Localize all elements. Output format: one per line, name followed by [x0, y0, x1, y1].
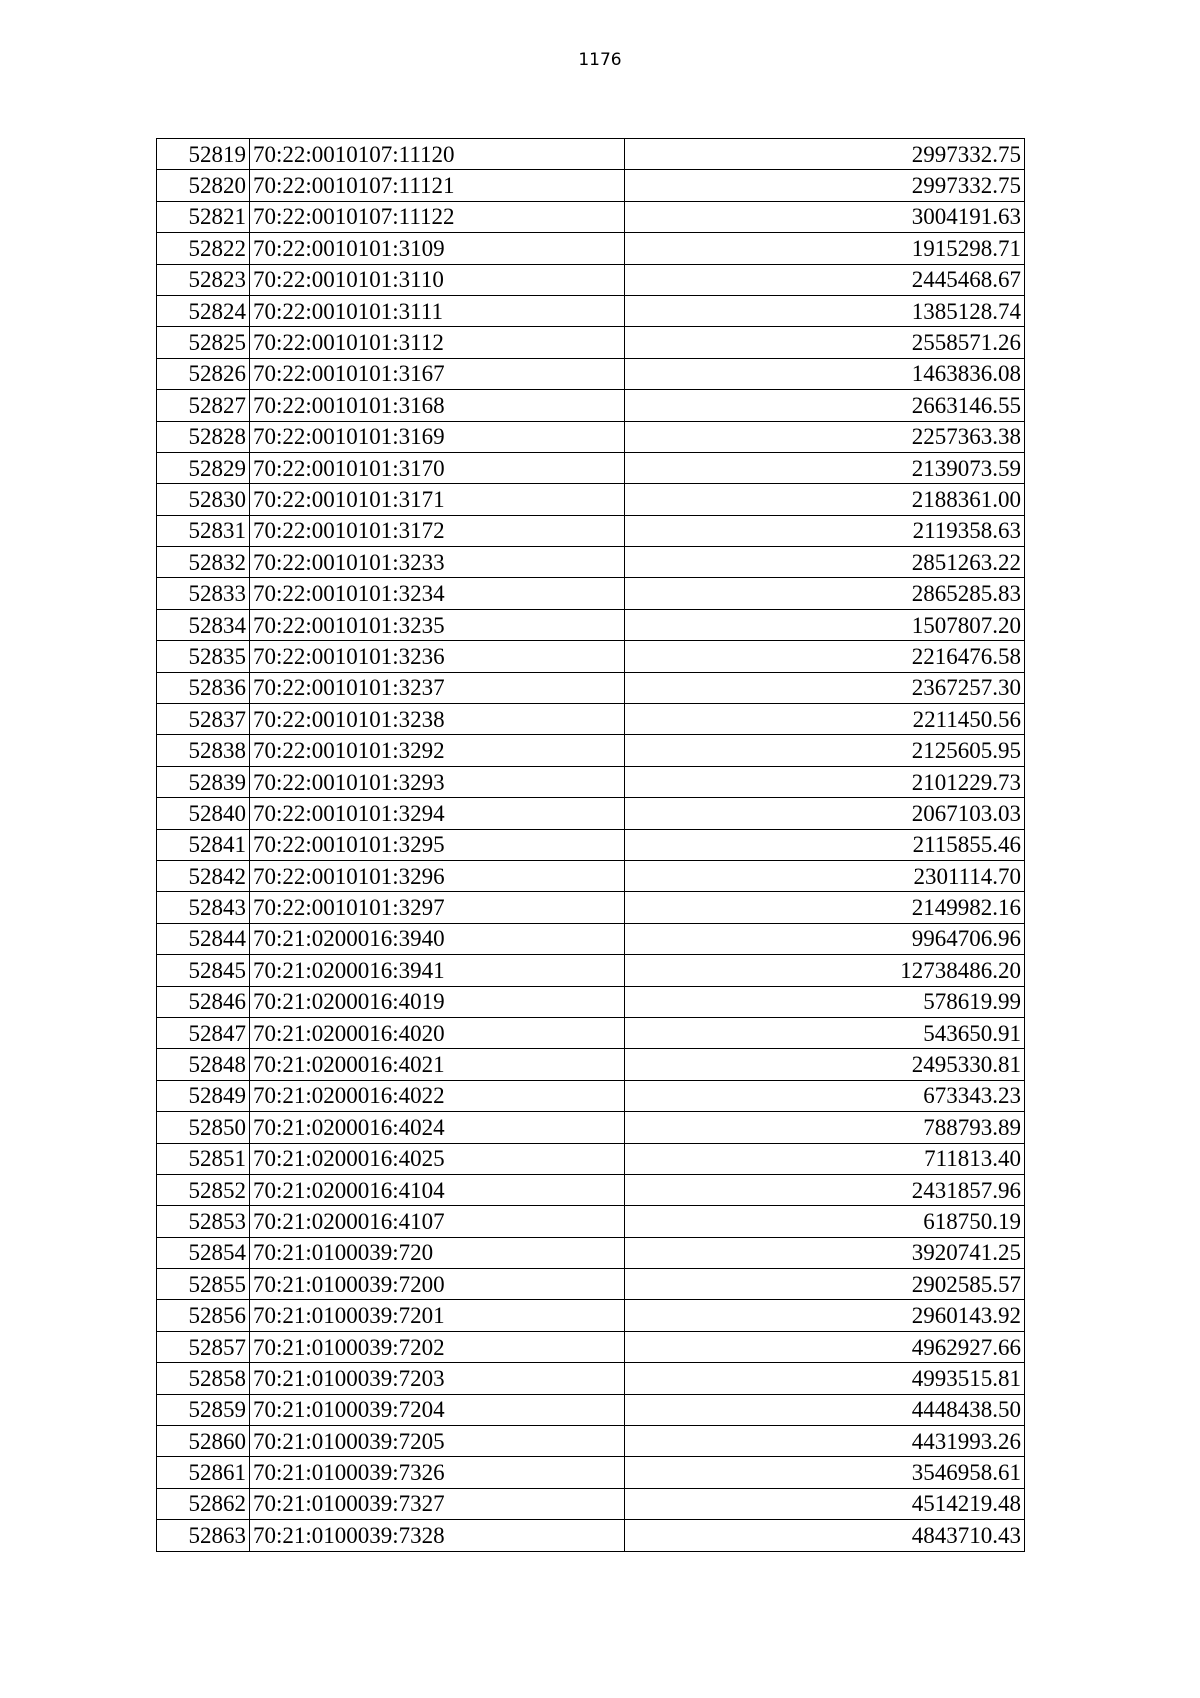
cadastral-number-cell: 70:21:0200016:4104: [250, 1174, 625, 1205]
table-row: [157, 609, 1025, 640]
cadastral-value-cell: 3004191.63: [625, 201, 1025, 232]
cadastral-number-cell: 70:21:0200016:4021: [250, 1049, 625, 1080]
cadastral-value-cell: 2997332.75: [625, 139, 1025, 170]
row-number-cell: 52863: [157, 1520, 250, 1551]
row-number-cell: 52842: [157, 860, 250, 891]
cadastral-number-cell: 70:22:0010101:3293: [250, 766, 625, 797]
row-number-cell: 52831: [157, 515, 250, 546]
table-row: [157, 233, 1025, 264]
row-number-cell: 52819: [157, 139, 250, 170]
cadastral-number-cell: 70:22:0010101:3235: [250, 609, 625, 640]
row-number-cell: 52860: [157, 1426, 250, 1457]
cadastral-value-cell: 2119358.63: [625, 515, 1025, 546]
table-row: [157, 358, 1025, 389]
cadastral-value-cell: 3920741.25: [625, 1237, 1025, 1268]
cadastral-value-cell: 2902585.57: [625, 1269, 1025, 1300]
cadastral-number-cell: 70:21:0100039:7205: [250, 1426, 625, 1457]
cadastral-number-cell: 70:22:0010101:3171: [250, 484, 625, 515]
cadastral-value-cell: 2301114.70: [625, 860, 1025, 891]
table-row: [157, 264, 1025, 295]
page-number: 1176: [578, 50, 622, 70]
table-row: [157, 798, 1025, 829]
cadastral-value-cell: 673343.23: [625, 1080, 1025, 1111]
table-row: [157, 1300, 1025, 1331]
cadastral-value-cell: 2101229.73: [625, 766, 1025, 797]
cadastral-number-cell: 70:21:0100039:720: [250, 1237, 625, 1268]
cadastral-value-cell: 4962927.66: [625, 1331, 1025, 1362]
row-number-cell: 52850: [157, 1112, 250, 1143]
cadastral-value-cell: 2125605.95: [625, 735, 1025, 766]
table-row: [157, 1017, 1025, 1048]
cadastral-value-cell: 2997332.75: [625, 170, 1025, 201]
row-number-cell: 52833: [157, 578, 250, 609]
cadastral-number-cell: 70:22:0010101:3109: [250, 233, 625, 264]
row-number-cell: 52843: [157, 892, 250, 923]
cadastral-value-cell: 2495330.81: [625, 1049, 1025, 1080]
cadastral-number-cell: 70:22:0010101:3292: [250, 735, 625, 766]
cadastral-number-cell: 70:21:0200016:4107: [250, 1206, 625, 1237]
table-row: [157, 1331, 1025, 1362]
cadastral-value-cell: 2257363.38: [625, 421, 1025, 452]
cadastral-number-cell: 70:21:0100039:7203: [250, 1363, 625, 1394]
cadastral-value-cell: 4431993.26: [625, 1426, 1025, 1457]
cadastral-value-cell: 543650.91: [625, 1017, 1025, 1048]
cadastral-value-cell: 4993515.81: [625, 1363, 1025, 1394]
cadastral-value-cell: 2445468.67: [625, 264, 1025, 295]
cadastral-number-cell: 70:21:0100039:7204: [250, 1394, 625, 1425]
cadastral-number-cell: 70:21:0100039:7326: [250, 1457, 625, 1488]
table-row: [157, 829, 1025, 860]
table-row: [157, 452, 1025, 483]
row-number-cell: 52830: [157, 484, 250, 515]
cadastral-value-cell: 1385128.74: [625, 295, 1025, 326]
row-number-cell: 52848: [157, 1049, 250, 1080]
cadastral-value-cell: 4448438.50: [625, 1394, 1025, 1425]
cadastral-value-cell: 1507807.20: [625, 609, 1025, 640]
row-number-cell: 52845: [157, 955, 250, 986]
row-number-cell: 52834: [157, 609, 250, 640]
row-number-cell: 52839: [157, 766, 250, 797]
cadastral-number-cell: 70:22:0010101:3111: [250, 295, 625, 326]
cadastral-value-cell: 2216476.58: [625, 641, 1025, 672]
row-number-cell: 52826: [157, 358, 250, 389]
table-row: [157, 860, 1025, 891]
row-number-cell: 52838: [157, 735, 250, 766]
cadastral-value-cell: 2067103.03: [625, 798, 1025, 829]
row-number-cell: 52841: [157, 829, 250, 860]
row-number-cell: 52823: [157, 264, 250, 295]
cadastral-value-cell: 4843710.43: [625, 1520, 1025, 1551]
row-number-cell: 52835: [157, 641, 250, 672]
row-number-cell: 52824: [157, 295, 250, 326]
cadastral-value-cell: 578619.99: [625, 986, 1025, 1017]
table-row: [157, 170, 1025, 201]
table-row: [157, 327, 1025, 358]
row-number-cell: 52861: [157, 1457, 250, 1488]
cadastral-number-cell: 70:22:0010101:3237: [250, 672, 625, 703]
cadastral-number-cell: 70:21:0100039:7202: [250, 1331, 625, 1362]
row-number-cell: 52849: [157, 1080, 250, 1111]
row-number-cell: 52858: [157, 1363, 250, 1394]
table-row: [157, 139, 1025, 170]
row-number-cell: 52820: [157, 170, 250, 201]
table-body: [157, 139, 1025, 1552]
row-number-cell: 52836: [157, 672, 250, 703]
table-row: [157, 1457, 1025, 1488]
cadastral-value-cell: 3546958.61: [625, 1457, 1025, 1488]
cadastral-value-cell: 2211450.56: [625, 704, 1025, 735]
table-row: [157, 578, 1025, 609]
row-number-cell: 52846: [157, 986, 250, 1017]
cadastral-number-cell: 70:21:0200016:3941: [250, 955, 625, 986]
cadastral-number-cell: 70:22:0010101:3170: [250, 452, 625, 483]
table-row: [157, 672, 1025, 703]
table-row: [157, 704, 1025, 735]
cadastral-value-cell: 2851263.22: [625, 547, 1025, 578]
row-number-cell: 52857: [157, 1331, 250, 1362]
cadastral-number-cell: 70:22:0010101:3112: [250, 327, 625, 358]
row-number-cell: 52825: [157, 327, 250, 358]
cadastral-number-cell: 70:22:0010101:3110: [250, 264, 625, 295]
cadastral-value-cell: 2367257.30: [625, 672, 1025, 703]
table-row: [157, 1426, 1025, 1457]
cadastral-value-cell: 2139073.59: [625, 452, 1025, 483]
row-number-cell: 52852: [157, 1174, 250, 1205]
table-row: [157, 735, 1025, 766]
cadastral-value-cell: 618750.19: [625, 1206, 1025, 1237]
cadastral-number-cell: 70:21:0200016:4020: [250, 1017, 625, 1048]
row-number-cell: 52837: [157, 704, 250, 735]
cadastral-value-cell: 12738486.20: [625, 955, 1025, 986]
cadastral-number-cell: 70:22:0010101:3234: [250, 578, 625, 609]
table-row: [157, 923, 1025, 954]
cadastral-value-cell: 711813.40: [625, 1143, 1025, 1174]
cadastral-number-cell: 70:22:0010107:11121: [250, 170, 625, 201]
cadastral-number-cell: 70:22:0010101:3233: [250, 547, 625, 578]
cadastral-number-cell: 70:22:0010101:3236: [250, 641, 625, 672]
table-row: [157, 766, 1025, 797]
cadastral-number-cell: 70:21:0100039:7327: [250, 1488, 625, 1519]
cadastral-number-cell: 70:22:0010107:11120: [250, 139, 625, 170]
table-row: [157, 892, 1025, 923]
cadastral-number-cell: 70:21:0100039:7201: [250, 1300, 625, 1331]
row-number-cell: 52862: [157, 1488, 250, 1519]
cadastral-number-cell: 70:22:0010101:3168: [250, 390, 625, 421]
cadastral-value-cell: 1463836.08: [625, 358, 1025, 389]
cadastral-number-cell: 70:22:0010101:3296: [250, 860, 625, 891]
row-number-cell: 52851: [157, 1143, 250, 1174]
row-number-cell: 52854: [157, 1237, 250, 1268]
table-row: [157, 421, 1025, 452]
row-number-cell: 52855: [157, 1269, 250, 1300]
table-row: [157, 547, 1025, 578]
cadastral-value-cell: 2865285.83: [625, 578, 1025, 609]
table-row: [157, 1174, 1025, 1205]
cadastral-number-cell: 70:21:0200016:4024: [250, 1112, 625, 1143]
table-row: [157, 1112, 1025, 1143]
row-number-cell: 52829: [157, 452, 250, 483]
cadastral-number-cell: 70:22:0010101:3169: [250, 421, 625, 452]
cadastral-number-cell: 70:21:0200016:4025: [250, 1143, 625, 1174]
table-row: [157, 295, 1025, 326]
row-number-cell: 52856: [157, 1300, 250, 1331]
cadastral-number-cell: 70:21:0100039:7328: [250, 1520, 625, 1551]
cadastral-number-cell: 70:22:0010101:3167: [250, 358, 625, 389]
cadastral-value-cell: 2558571.26: [625, 327, 1025, 358]
table-row: [157, 1363, 1025, 1394]
cadastral-value-cell: 2431857.96: [625, 1174, 1025, 1205]
table-row: [157, 201, 1025, 232]
cadastral-number-cell: 70:21:0100039:7200: [250, 1269, 625, 1300]
cadastral-value-cell: 2663146.55: [625, 390, 1025, 421]
cadastral-number-cell: 70:22:0010101:3172: [250, 515, 625, 546]
table-row: [157, 986, 1025, 1017]
row-number-cell: 52827: [157, 390, 250, 421]
cadastral-value-cell: 1915298.71: [625, 233, 1025, 264]
cadastral-number-cell: 70:22:0010101:3294: [250, 798, 625, 829]
cadastral-number-cell: 70:22:0010101:3297: [250, 892, 625, 923]
row-number-cell: 52821: [157, 201, 250, 232]
cadastral-number-cell: 70:22:0010101:3295: [250, 829, 625, 860]
table-row: [157, 1488, 1025, 1519]
row-number-cell: 52853: [157, 1206, 250, 1237]
table-row: [157, 1206, 1025, 1237]
table-row: [157, 1394, 1025, 1425]
table-row: [157, 955, 1025, 986]
cadastral-number-cell: 70:21:0200016:4019: [250, 986, 625, 1017]
cadastral-value-cell: 9964706.96: [625, 923, 1025, 954]
table-row: [157, 515, 1025, 546]
cadastral-number-cell: 70:21:0200016:3940: [250, 923, 625, 954]
cadastral-value-cell: 2188361.00: [625, 484, 1025, 515]
cadastral-number-cell: 70:22:0010107:11122: [250, 201, 625, 232]
table-row: [157, 484, 1025, 515]
cadastral-value-cell: 4514219.48: [625, 1488, 1025, 1519]
row-number-cell: 52840: [157, 798, 250, 829]
row-number-cell: 52822: [157, 233, 250, 264]
cadastral-value-table: [156, 138, 1025, 1552]
table-row: [157, 1520, 1025, 1551]
cadastral-value-cell: 2149982.16: [625, 892, 1025, 923]
cadastral-number-cell: 70:21:0200016:4022: [250, 1080, 625, 1111]
row-number-cell: 52859: [157, 1394, 250, 1425]
row-number-cell: 52847: [157, 1017, 250, 1048]
table-row: [157, 1269, 1025, 1300]
table-row: [157, 390, 1025, 421]
cadastral-value-cell: 788793.89: [625, 1112, 1025, 1143]
cadastral-value-cell: 2960143.92: [625, 1300, 1025, 1331]
row-number-cell: 52828: [157, 421, 250, 452]
table-row: [157, 1080, 1025, 1111]
table-row: [157, 1143, 1025, 1174]
cadastral-number-cell: 70:22:0010101:3238: [250, 704, 625, 735]
row-number-cell: 52832: [157, 547, 250, 578]
table-row: [157, 1237, 1025, 1268]
table-row: [157, 1049, 1025, 1080]
row-number-cell: 52844: [157, 923, 250, 954]
cadastral-value-cell: 2115855.46: [625, 829, 1025, 860]
table-row: [157, 641, 1025, 672]
